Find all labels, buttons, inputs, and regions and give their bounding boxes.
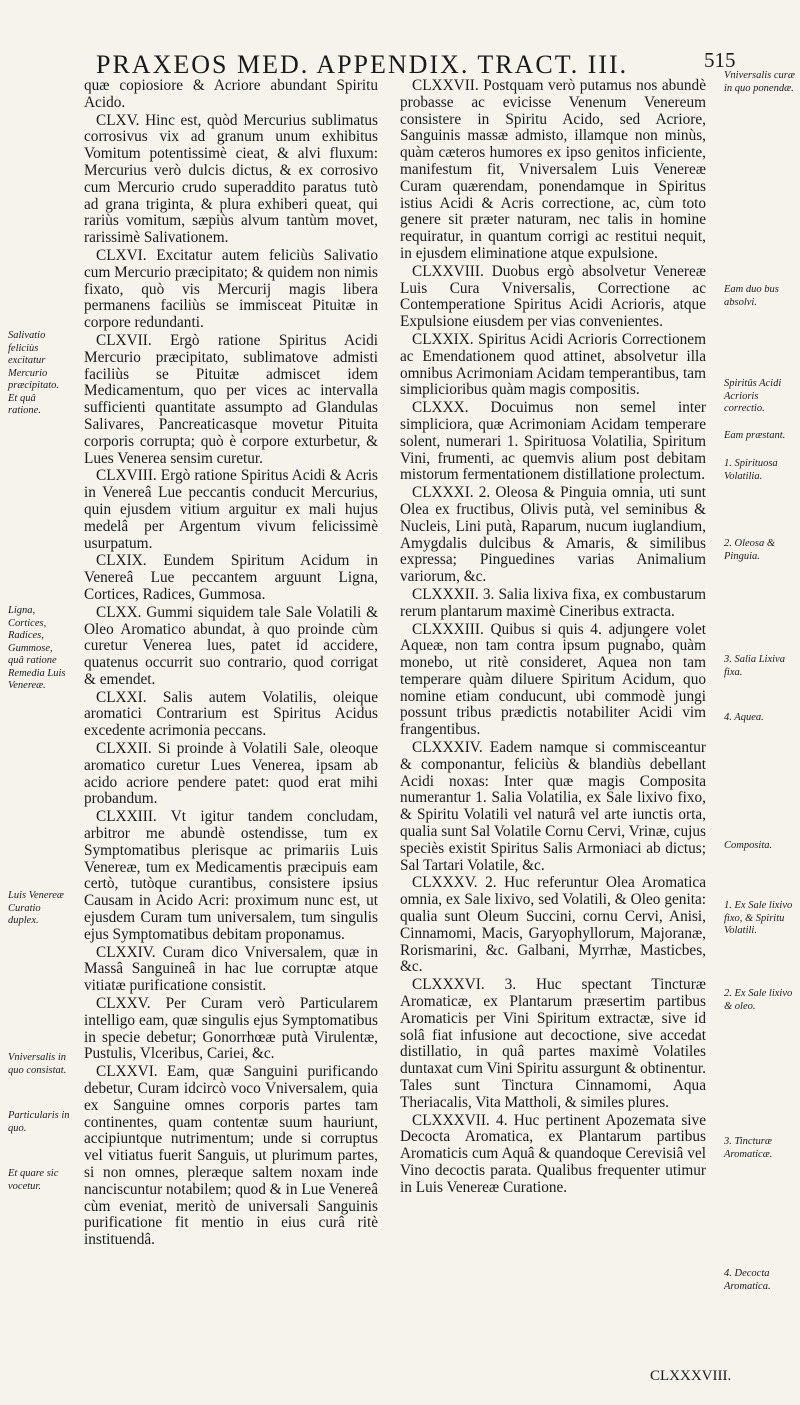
paragraph: CLXXVIII. Duobus ergò absolvetur Venereæ Luis Cura Vniversalis, Correctione ac Contemperatione Spiritus Acidi Acrioris, atque Expulsione eiusdem per vias convenientes. xyxy=(400,262,706,331)
margin-note: Luis Venereæ Curatio duplex. xyxy=(8,890,64,926)
margin-note: Eam duo bus absolvi. xyxy=(724,284,779,308)
margin-note: Vniversalis in quo consistat. xyxy=(8,1052,67,1076)
paragraph: quæ copiosiore & Acriore abundant Spiritu Acido. xyxy=(84,77,378,111)
paragraph: CLXVI. Excitatur autem feliciùs Salivatio cum Mercurio præcipitato; & quidem non nimis fixato, quò vis Mercurij magis libera permanens faciliùs se immisceat Pituitæ in corpore redundanti. xyxy=(84,246,378,332)
paragraph: CLXXIV. Curam dico Vniversalem, quæ in Massâ Sanguineâ in hac lue corruptæ atque vitiatæ purificatione consistit. xyxy=(84,943,378,995)
margin-note: 4. Decocta Aromatica. xyxy=(724,1268,771,1292)
margin-note: 3. Tincturæ Aromaticæ. xyxy=(724,1136,773,1160)
left-text-column xyxy=(84,78,378,1250)
paragraph: CLXVIII. Ergò ratione Spiritus Acidi & Acris in Venereâ Lue peccantis conducit Mercurius, quin ejusdem vitium arguitur ex mali hujus medelâ per Argentum vivum felicissimè usurpatum. xyxy=(84,467,378,552)
paragraph: CLXXX. Docuimus non semel inter simpliciora, quæ Acrimoniam Acidam temperare solent, numerari 1. Spirituosa Volatilia, Spiritum Vini, frumenti, ac quemvis alium post debitam mistorum fermentationem distillatione prolectum. xyxy=(400,399,706,484)
margin-note: 4. Aquea. xyxy=(724,712,764,723)
margin-note: 2. Ex Sale lixivo & oleo. xyxy=(724,988,793,1012)
margin-note: Salivatio feliciùs excitatur Mercurio præcipitato. Et quâ ratione. xyxy=(8,330,60,416)
margin-note: Eam præstant. xyxy=(724,430,786,441)
paragraph: CLXIX. Eundem Spiritum Acidum in Venereâ Lue peccantem arguunt Ligna, Cortices, Radices, Gummosa. xyxy=(84,552,378,603)
margin-note: Vniversalis curæ in quo ponendæ. xyxy=(724,70,795,94)
margin-note: Particularis in quo. xyxy=(8,1110,70,1134)
paragraph: CLXXXII. 3. Salia lixiva fixa, ex combustarum rerum plantarum maximè Cineribus extracta. xyxy=(400,585,706,620)
paragraph: CLXV. Hinc est, quòd Mercurius sublimatus corrosivus vix ad granum unum exhibitus Vomitum potentissimè cieat, & alvi fluxum: Mercurius verò dulcis dictus, & ex corrosivo cum Mercurio crudo superaddito paratus tutò ad grana triginta, & plura exhiberi queat, qui rariùs vomitum, sæpiùs alvum tantùm movet, rarissimè Salivationem. xyxy=(84,111,378,247)
running-head-title: PRAXEOS MED. APPENDIX. TRACT. III. xyxy=(96,50,629,79)
paragraph: CLXX. Gummi siquidem tale Sale Volatili & Oleo Aromatico abundat, à quo proinde cùm curetur Venerea lues, patet id accidere, quatenus occurrit suo contrario, quod corrigat & emendet. xyxy=(84,603,378,688)
margin-note: 3. Salia Lixiva fixa. xyxy=(724,654,785,678)
catchword: CLXXXVIII. xyxy=(650,1368,732,1384)
paragraph: CLXXXVI. 3. Huc spectant Tincturæ Aromaticæ, ex Plantarum præsertim partibus Aromaticis per Vini Spiritum extractæ, sive id solâ fiat infusione aut decoctione, sive accedat distillatio, in quâ partes maximè Volatiles duntaxat cum Vini Spiritu assurgunt & obtinentur. Tales sunt Tinctura Cinnamomi, Aqua Theriacalis, Vita Mattholi, & similes plures. xyxy=(400,976,706,1111)
paragraph: CLXXXVII. 4. Huc pertinent Apozemata sive Decocta Aromatica, ex Plantarum partibus Aromaticis cum Aquâ & quandoque Cerevisiâ vel Vino decoctis parata. Qualibus frequenter utimur in Luis Venereæ Curatione. xyxy=(400,1111,706,1196)
paragraph: CLXXXIV. Eadem namque si commisceantur & componantur, feliciùs & blandiùs debellant Acidi noxas: Inter quæ magis Composita numerantur 1. Salia Volatilia, ex Sale lixivo fixo, & Spiritu Volatili vel naturâ vel arte iunctis orta, qualia sunt Sal Volatile Cornu Cervi, Vrinæ, cujus speciès existit Spiritus Salis Armoniaci ab dictus; Sal Tartari Volatile, &c. xyxy=(400,739,706,874)
margin-note: 1. Ex Sale lixivo fixo, & Spiritu Volatili. xyxy=(724,900,793,936)
paragraph: CLXXIX. Spiritus Acidi Acrioris Correctionem ac Emendationem quod attinet, absolvetur illa omnibus Acrimoniam Acidam temperantibus, tam simplicioribus quàm magis compositis. xyxy=(400,330,706,399)
paragraph: CLXXV. Per Curam verò Particularem intelligo eam, quæ singulis ejus Symptomatibus in specie debetur; Gonorrhœæ putà Virulentæ, Pustulis, Vlceribus, Cariei, &c. xyxy=(84,995,378,1063)
margin-note: Spiritûs Acidi Acrioris correctio. xyxy=(724,378,782,414)
paragraph: CLXXVII. Postquam verò putamus nos abundè probasse ac evicisse Venenum Venereum consistere in Spiritu Acido, sed Acriore, Sanguinis massæ admisto, illamque non minùs, quàm cæteros humores ex ipso genitos inficiente, manifestum fit, Vniversalem Luis Venereæ Curam quærendam, ponendamque in Spiritus istius Acidi & Acris correctione, ac, cùm toto genere sit præter naturam, nec talis in homine requiratur, in quantum corrigi ac restitui nequit, in ejusdem eliminatione atque expulsione. xyxy=(400,77,706,262)
margin-note: Composita. xyxy=(724,840,773,851)
margin-note: Ligna, Cortices, Radices, Gummose, quâ ratione Remedia Luis Venereæ. xyxy=(8,605,66,691)
paragraph: CLXXVI. Eam, quæ Sanguini purificando debetur, Curam idcircò voco Vniversalem, quia ex Sanguine omnes corporis partes tam continentes, quam contentæ suum hauriunt, accipiuntque nutrimentum; unde si corruptus vel vitiatus fuerit Sanguis, ut plurimum partes, si non omnes, pleræque saltem noxam inde nanciscuntur notabilem; quod & in Lue Venereâ cùm eveniat, meritò de universali Sanguinis purificatione fit mentio in eius curâ ritè instituendâ. xyxy=(84,1063,378,1249)
page-number: 515 xyxy=(704,48,736,72)
right-text-column xyxy=(400,78,706,1198)
paragraph: CLXXXI. 2. Oleosa & Pinguia omnia, uti sunt Olea ex fructibus, Olivis putà, vel seminibus & Nucleis, Lini putà, Raparum, nucum iuglandium, Amygdalis dulcibus & Amaris, & similibus expressa; Pinguedines varias Animalium variorum, &c. xyxy=(400,484,706,586)
paragraph: CLXVII. Ergò ratione Spiritus Acidi Mercurio præcipitato, sublimatove admisti faciliùs se Pituitæ admiscet idem Medicamentum, quo per vices ac intervalla sufficienti quantitate assumpto ad Glandulas Salivares, Pancreaticasque movetur Pituita corporis corrupta; quò è corpore exturbetur, & Lues Venerea sensim curetur. xyxy=(84,331,378,467)
paragraph: CLXXIII. Vt igitur tandem concludam, arbitror me abundè ostendisse, tum ex Symptomatibus plerisque ac primariis Luis Venereæ, tum ex Medicamentis præcipuis eam certò, tutòque curantibus, consistere ipsius Causam in Acido Acri: proximum nunc est, ut ejusdem Curam tum universalem, tum singulis ejus Symptomatibus debitam proponamus. xyxy=(84,808,378,943)
margin-note: Et quare sic vocetur. xyxy=(8,1168,59,1192)
margin-note: 1. Spirituosa Volatilia. xyxy=(724,458,778,482)
paragraph: CLXXI. Salis autem Volatilis, oleique aromatici Contrarium est Spiritus Acidus excedente acrimonia peccans. xyxy=(84,688,378,740)
paragraph: CLXXXV. 2. Huc referuntur Olea Aromatica omnia, ex Sale lixivo, sed Volatili, & Oleo genita: qualia sunt Oleum Succini, cornu Cervi, Anisi, Cinnamomi, Macis, Garyophyllorum, Majoranæ, Rorismarini, &c. Galbani, Myrrhæ, Masticbes, &c. xyxy=(400,874,706,976)
margin-note: 2. Oleosa & Pinguia. xyxy=(724,538,776,562)
paragraph: CLXXXIII. Quibus si quis 4. adjungere volet Aqueæ, non tam contra ipsum pugnabo, quàm monebo, ut ritè consideret, Aquea non tam temperare quàm diluere Spiritum Acidum, quo nomine etiam conducunt, ubi commodè jungi possunt tribus prædictis notabiliter Acidi vim frangentibus. xyxy=(400,620,706,739)
paragraph: CLXXII. Si proinde à Volatili Sale, oleoque aromatico curetur Lues Venerea, ipsam ab acido acriore pendere patet: quod erat mihi probandum. xyxy=(84,740,378,808)
